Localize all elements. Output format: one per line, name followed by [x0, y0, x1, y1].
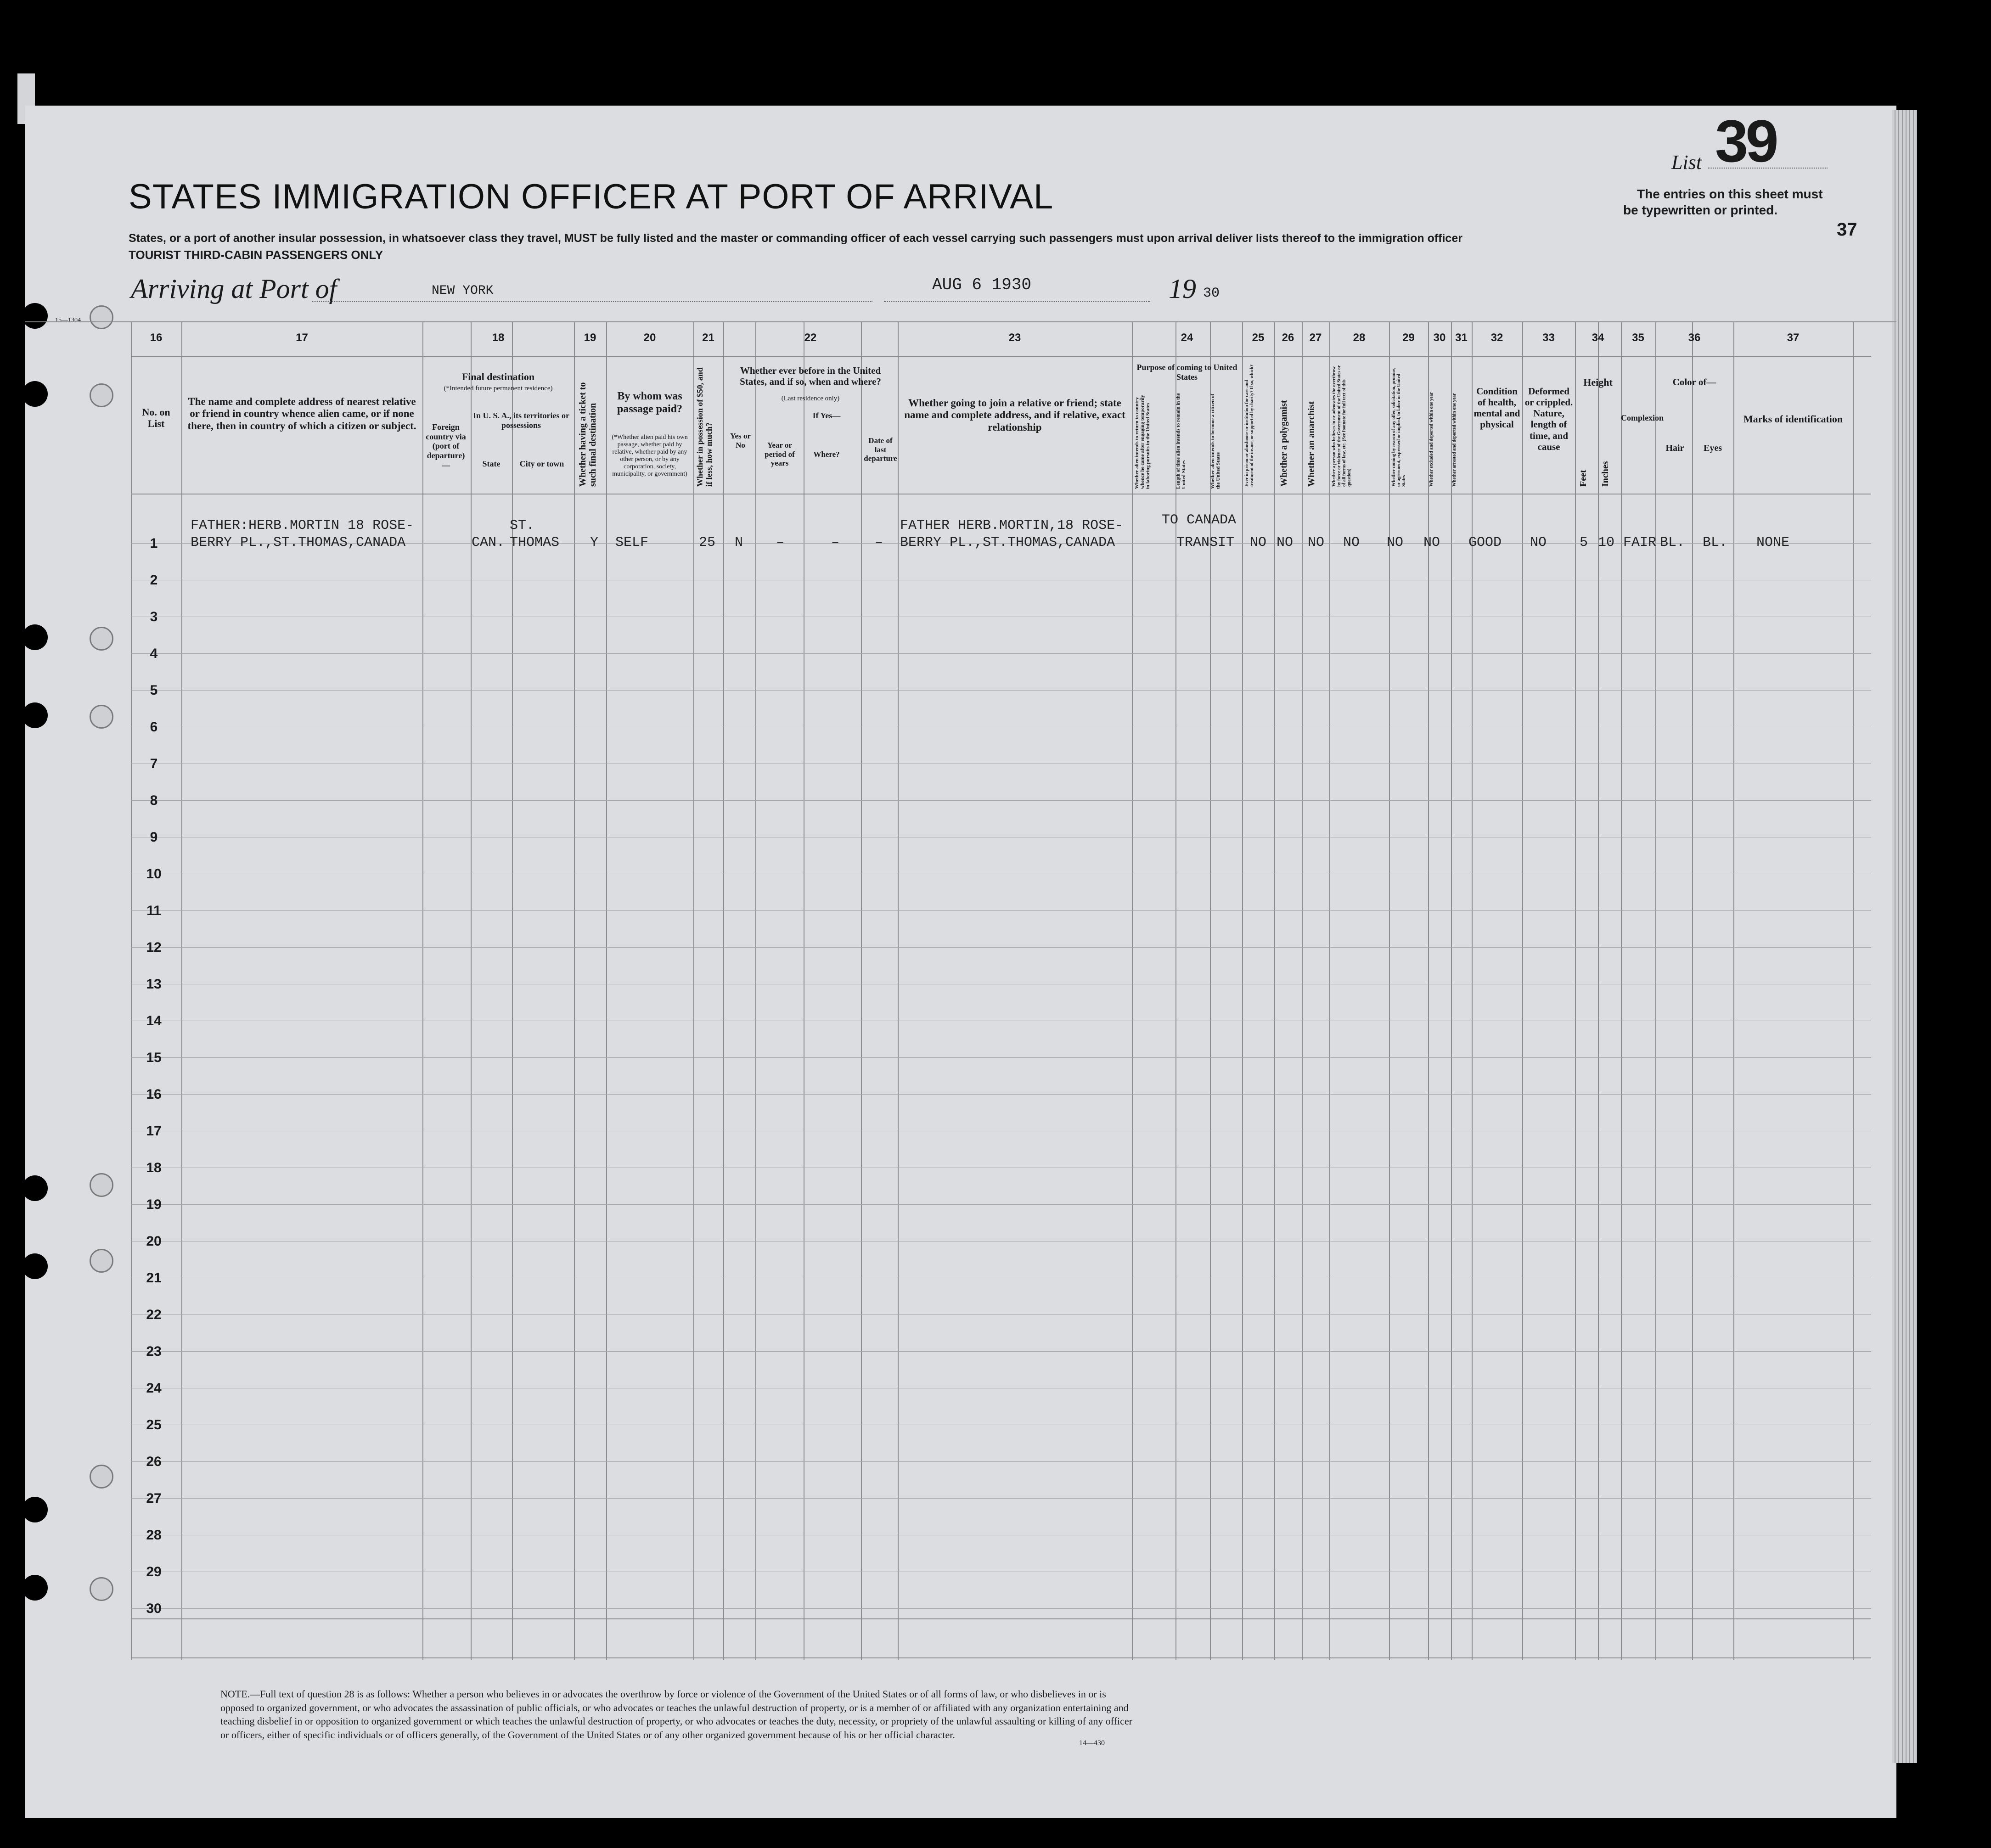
binder-hole — [22, 1253, 48, 1279]
entry-c29: NO — [1387, 535, 1404, 550]
entry-inches: 10 — [1598, 535, 1615, 550]
binder-ring — [90, 383, 113, 407]
row-rule — [131, 1351, 1871, 1352]
row-number: 29 — [146, 1564, 162, 1579]
colnum-20: 20 — [643, 331, 656, 344]
row-number: 15 — [146, 1050, 162, 1065]
column-rule — [1522, 321, 1523, 1660]
column-rule — [1733, 321, 1734, 1660]
hdr-purpose-length: Length of time alien intends to remain in the United States — [1175, 393, 1187, 489]
entry-departure: – — [875, 535, 883, 550]
column-rule — [1621, 321, 1622, 1660]
binder-hole — [22, 1575, 48, 1601]
hdr-yes-no: Yes or No — [730, 432, 751, 449]
hdr-purpose-return: Whether alien intends to return to country whence he came after engaging temporarily in laboring pursuits in the United States — [1134, 395, 1151, 489]
hdr-arrested: Whether arrested and deported within one year — [1452, 393, 1457, 487]
page-stack-edge — [1892, 110, 1917, 1763]
row-number: 10 — [146, 866, 162, 882]
entry-relative-line1: FATHER:HERB.MORTIN 18 ROSE- — [191, 518, 414, 534]
row-number: 1 — [150, 536, 158, 551]
entry-purpose-line2: TRANSIT — [1176, 535, 1235, 550]
hdr-final-note: (*Intended future permanent residence) — [444, 385, 553, 392]
row-rule — [131, 910, 1871, 911]
form-title: STATES IMMIGRATION OFFICER AT PORT OF ARRIVAL — [129, 177, 1054, 216]
entry-health: GOOD — [1468, 535, 1502, 550]
form-subtitle: States, or a port of another insular possession, in whatsoever class they travel, MUST be fully listed and the master or commanding officer of each vessel carrying such passengers must upon arrival deliver lists thereof to the immigration officer — [129, 232, 1462, 245]
row-rule — [131, 800, 1871, 801]
entry-joining-line2: BERRY PL.,ST.THOMAS,CANADA — [900, 535, 1115, 550]
column-rule — [1302, 321, 1303, 1660]
row-rule — [131, 1608, 1871, 1609]
row-number: 8 — [150, 793, 158, 808]
column-rule — [1389, 321, 1390, 1660]
row-rule — [131, 653, 1871, 654]
binder-ring — [90, 627, 113, 651]
entry-deformed: NO — [1530, 535, 1547, 550]
column-rule — [1598, 321, 1599, 1660]
hdr-joining: Whether going to join a relative or friend; state name and complete address, and if relative, exact relationship — [904, 397, 1125, 433]
entry-city-line1: ST. — [510, 518, 535, 534]
column-rule — [1329, 321, 1330, 1660]
footnote: NOTE.—Full text of question 28 is as follows: Whether a person who believes in or advocates the overthrow by force or violence of the Government of the United States or of all forms of law, or who disbelieves in or is opposed to organized government, or who advocates the assassination of public officials, or who advocates or teaches the unlawful destruction of property, or is a member of or affiliated with any organization entertaining and teaching disbelief in or opposition to organized government or which teaches the unlawful destruction of property, or who advocates or teaches the duty, necessity, or propriety of the unlawful assaulting or killing of any officer or officers, either of specific individuals or of officers generally, of the Government of the United States or of any other organized government because of his or her official character. — [220, 1688, 1132, 1741]
port-value: NEW YORK — [432, 284, 494, 298]
column-rule — [1692, 321, 1693, 1660]
hdr-no-on-list: No. on List — [142, 406, 170, 430]
binder-ring — [90, 1249, 113, 1273]
column-rule — [693, 321, 694, 1660]
row-number: 2 — [150, 573, 158, 588]
row-rule — [131, 1498, 1871, 1499]
colnum-36: 36 — [1688, 331, 1701, 344]
entry-where: – — [831, 535, 840, 550]
colnum-28: 28 — [1353, 331, 1366, 344]
column-rule — [422, 321, 423, 1660]
column-rule — [574, 321, 575, 1660]
row-rule — [131, 947, 1871, 948]
entry-c27: NO — [1308, 535, 1325, 550]
hdr-hair: Hair — [1665, 443, 1684, 453]
hdr-relative: The name and complete address of nearest relative or friend in country whence alien came, or if none there, then in country of which a citizen or subject. — [187, 396, 416, 432]
entry-feet: 5 — [1580, 535, 1588, 550]
entry-complexion: FAIR — [1623, 535, 1657, 550]
colnum-27: 27 — [1309, 331, 1322, 344]
row-number: 5 — [150, 683, 158, 698]
row-number: 19 — [146, 1197, 162, 1212]
row-number: 28 — [146, 1528, 162, 1543]
column-rule — [1242, 321, 1243, 1660]
hdr-feet: Feet — [1578, 470, 1588, 487]
row-number: 3 — [150, 609, 158, 624]
colnum-30: 30 — [1433, 331, 1446, 344]
column-rule — [755, 321, 756, 1660]
list-number: 39 — [1715, 107, 1776, 174]
column-rule — [723, 321, 724, 1660]
arrival-date: AUG 6 1930 — [932, 275, 1032, 294]
row-number: 18 — [146, 1160, 162, 1175]
colnum-26: 26 — [1282, 331, 1294, 344]
hdr-height: Height — [1583, 376, 1613, 388]
hdr-in-usa: In U. S. A., its territories or possessions — [473, 411, 569, 430]
entry-eyes: BL. — [1703, 535, 1728, 550]
row-number: 26 — [146, 1454, 162, 1469]
hdr-year: Year or period of years — [765, 441, 795, 468]
row-number: 20 — [146, 1234, 162, 1249]
hdr-state: State — [482, 459, 501, 468]
binder-hole — [22, 381, 48, 407]
entry-c25: NO — [1250, 535, 1267, 550]
row-number: 25 — [146, 1417, 162, 1432]
hdr-overthrow: Whether a person who believes in or advocates the overthrow by force or violence of the Government of the United States or of all forms of law, etc. (See footnote for full text of this question) — [1332, 365, 1352, 487]
hdr-money: Whether in possession of $50, and if less, how much? — [695, 367, 714, 487]
hdr-prison: Ever in prison or almshouse or institution for care and treatment of the insane, or supported by charity? If so, which? — [1244, 364, 1254, 487]
row-rule — [131, 1314, 1871, 1315]
column-rule — [1472, 321, 1473, 1660]
hdr-last-residence: (Last residence only) — [781, 395, 840, 402]
binder-hole — [22, 1175, 48, 1201]
row-number: 17 — [146, 1123, 162, 1139]
entry-hair: BL. — [1660, 535, 1685, 550]
binder-ring — [90, 705, 113, 729]
hdr-where: Where? — [813, 450, 840, 459]
row-number: 9 — [150, 830, 158, 845]
entries-note-2: be typewritten or printed. — [1623, 203, 1778, 217]
class-line: TOURIST THIRD-CABIN PASSENGERS ONLY — [129, 248, 383, 262]
row-rule — [131, 1461, 1871, 1462]
column-rule — [1575, 321, 1576, 1660]
row-number: 6 — [150, 719, 158, 735]
hdr-ticket: Whether having a ticket to such final destination — [578, 382, 598, 487]
hdr-city: City or town — [519, 459, 564, 468]
row-number: 27 — [146, 1491, 162, 1506]
entry-purpose-line1: TO CANADA — [1162, 512, 1237, 528]
entry-state: CAN. — [472, 535, 505, 550]
row-rule — [131, 690, 1871, 691]
form-code-top: 15—1304 — [55, 317, 81, 324]
entry-c28: NO — [1343, 535, 1360, 550]
hdr-purpose: Purpose of coming to United States — [1136, 363, 1237, 382]
hdr-inches: Inches — [1600, 461, 1610, 487]
hdr-deformed: Deformed or crippled. Nature, length of time, and cause — [1524, 386, 1573, 452]
row-number: 22 — [146, 1307, 162, 1322]
row-number: 11 — [146, 903, 161, 918]
binder-ring — [90, 305, 113, 329]
year-prefix: 19 — [1169, 274, 1196, 304]
hdr-complexion: Complexion — [1621, 413, 1664, 422]
binder-ring — [90, 1577, 113, 1601]
hdr-eyes: Eyes — [1704, 443, 1722, 453]
row-number: 30 — [146, 1601, 162, 1616]
colnum-21: 21 — [702, 331, 714, 344]
binder-hole — [22, 702, 48, 728]
colnum-24: 24 — [1181, 331, 1193, 344]
hdr-passage-note: (*Whether alien paid his own passage, whether paid by relative, whether paid by any other person, or by any corporation, society, municipality, or government) — [612, 434, 688, 478]
colnum-33: 33 — [1542, 331, 1555, 344]
hdr-anarchist: Whether an anarchist — [1306, 401, 1316, 487]
hdr-final-destination: Final destination — [461, 371, 535, 382]
list-label: List — [1671, 151, 1702, 174]
entry-marks: NONE — [1756, 535, 1790, 550]
hdr-excluded: Whether excluded and deported within one year — [1429, 392, 1434, 487]
binder-ring — [90, 1173, 113, 1197]
row-rule — [131, 1057, 1871, 1058]
hdr-marks: Marks of identification — [1743, 413, 1843, 425]
colnum-22: 22 — [804, 331, 817, 344]
row-number: 13 — [146, 977, 162, 992]
row-number: 24 — [146, 1381, 162, 1396]
row-number: 21 — [146, 1270, 162, 1286]
hdr-before-in-us: Whether ever before in the United States, and if so, when and where? — [740, 365, 881, 388]
column-rule — [471, 321, 472, 1660]
row-number: 4 — [150, 646, 158, 661]
row-number: 7 — [150, 756, 158, 771]
hdr-last-departure: Date of last departure — [864, 436, 897, 463]
row-number: 23 — [146, 1344, 162, 1359]
arriving-label: Arriving at Port of — [131, 274, 337, 304]
column-rule — [1132, 321, 1133, 1660]
entry-before-in-us: N — [735, 535, 743, 550]
entry-ticket: Y — [590, 535, 599, 550]
entry-relative-line2: BERRY PL.,ST.THOMAS,CANADA — [191, 535, 406, 550]
colnum-37: 37 — [1787, 331, 1800, 344]
column-rule — [1853, 321, 1854, 1660]
binder-hole — [22, 624, 48, 650]
column-rule — [181, 321, 182, 1660]
year-suffix: 30 — [1203, 286, 1220, 301]
colnum-35: 35 — [1632, 331, 1644, 344]
entry-c30: NO — [1423, 535, 1440, 550]
hdr-passage-paid: By whom was passage paid? — [617, 390, 683, 415]
row-number: 14 — [146, 1013, 162, 1028]
entry-c26: NO — [1277, 535, 1294, 550]
column-rule — [1428, 321, 1429, 1660]
colnum-31: 31 — [1455, 331, 1468, 344]
column-rule — [1451, 321, 1452, 1660]
column-rule — [898, 321, 899, 1660]
entry-joining-line1: FATHER HERB.MORTIN,18 ROSE- — [900, 518, 1124, 534]
colnum-34: 34 — [1592, 331, 1604, 344]
hdr-if-yes: If Yes— — [812, 411, 841, 420]
entry-city-line2: THOMAS — [510, 535, 560, 550]
hdr-foreign-country: Foreign country via (port of departure)— — [426, 422, 466, 470]
binder-hole — [22, 1497, 48, 1522]
entry-money: 25 — [699, 535, 716, 550]
binder-ring — [90, 1465, 113, 1489]
entry-year: – — [776, 535, 785, 550]
entries-note-1: The entries on this sheet must — [1637, 187, 1823, 201]
row-number: 16 — [146, 1087, 162, 1102]
hdr-health: Condition of health, mental and physical — [1474, 386, 1520, 430]
manifest-sheet — [25, 106, 1896, 1818]
colnum-23: 23 — [1008, 331, 1021, 344]
hdr-polygamist: Whether a polygamist — [1279, 400, 1289, 487]
column-rule — [1655, 321, 1656, 1660]
form-code-bottom: 14—430 — [1079, 1739, 1105, 1747]
colnum-18: 18 — [492, 331, 505, 344]
colnum-25: 25 — [1252, 331, 1265, 344]
hdr-labor-offer: Whether coming by reason of any offer, solicitation, promise, or agreement, expressed or implied, to labor in the United States — [1391, 367, 1406, 487]
column-rule — [606, 321, 607, 1660]
binder-hole — [22, 303, 48, 329]
colnum-32: 32 — [1490, 331, 1503, 344]
page-number: 37 — [1837, 219, 1857, 240]
column-rule — [1274, 321, 1275, 1660]
hdr-color-of: Color of— — [1672, 376, 1716, 388]
row-rule — [131, 1204, 1871, 1205]
column-rule — [861, 321, 862, 1660]
colnum-17: 17 — [296, 331, 308, 344]
colnum-16: 16 — [150, 331, 163, 344]
row-number: 12 — [146, 940, 162, 955]
row-rule — [131, 1094, 1871, 1095]
colnum-19: 19 — [584, 331, 596, 344]
entry-paid-by: SELF — [615, 535, 649, 550]
hdr-purpose-citizen: Whether alien intends to become a citizen of the United States — [1210, 393, 1221, 489]
colnum-29: 29 — [1402, 331, 1415, 344]
